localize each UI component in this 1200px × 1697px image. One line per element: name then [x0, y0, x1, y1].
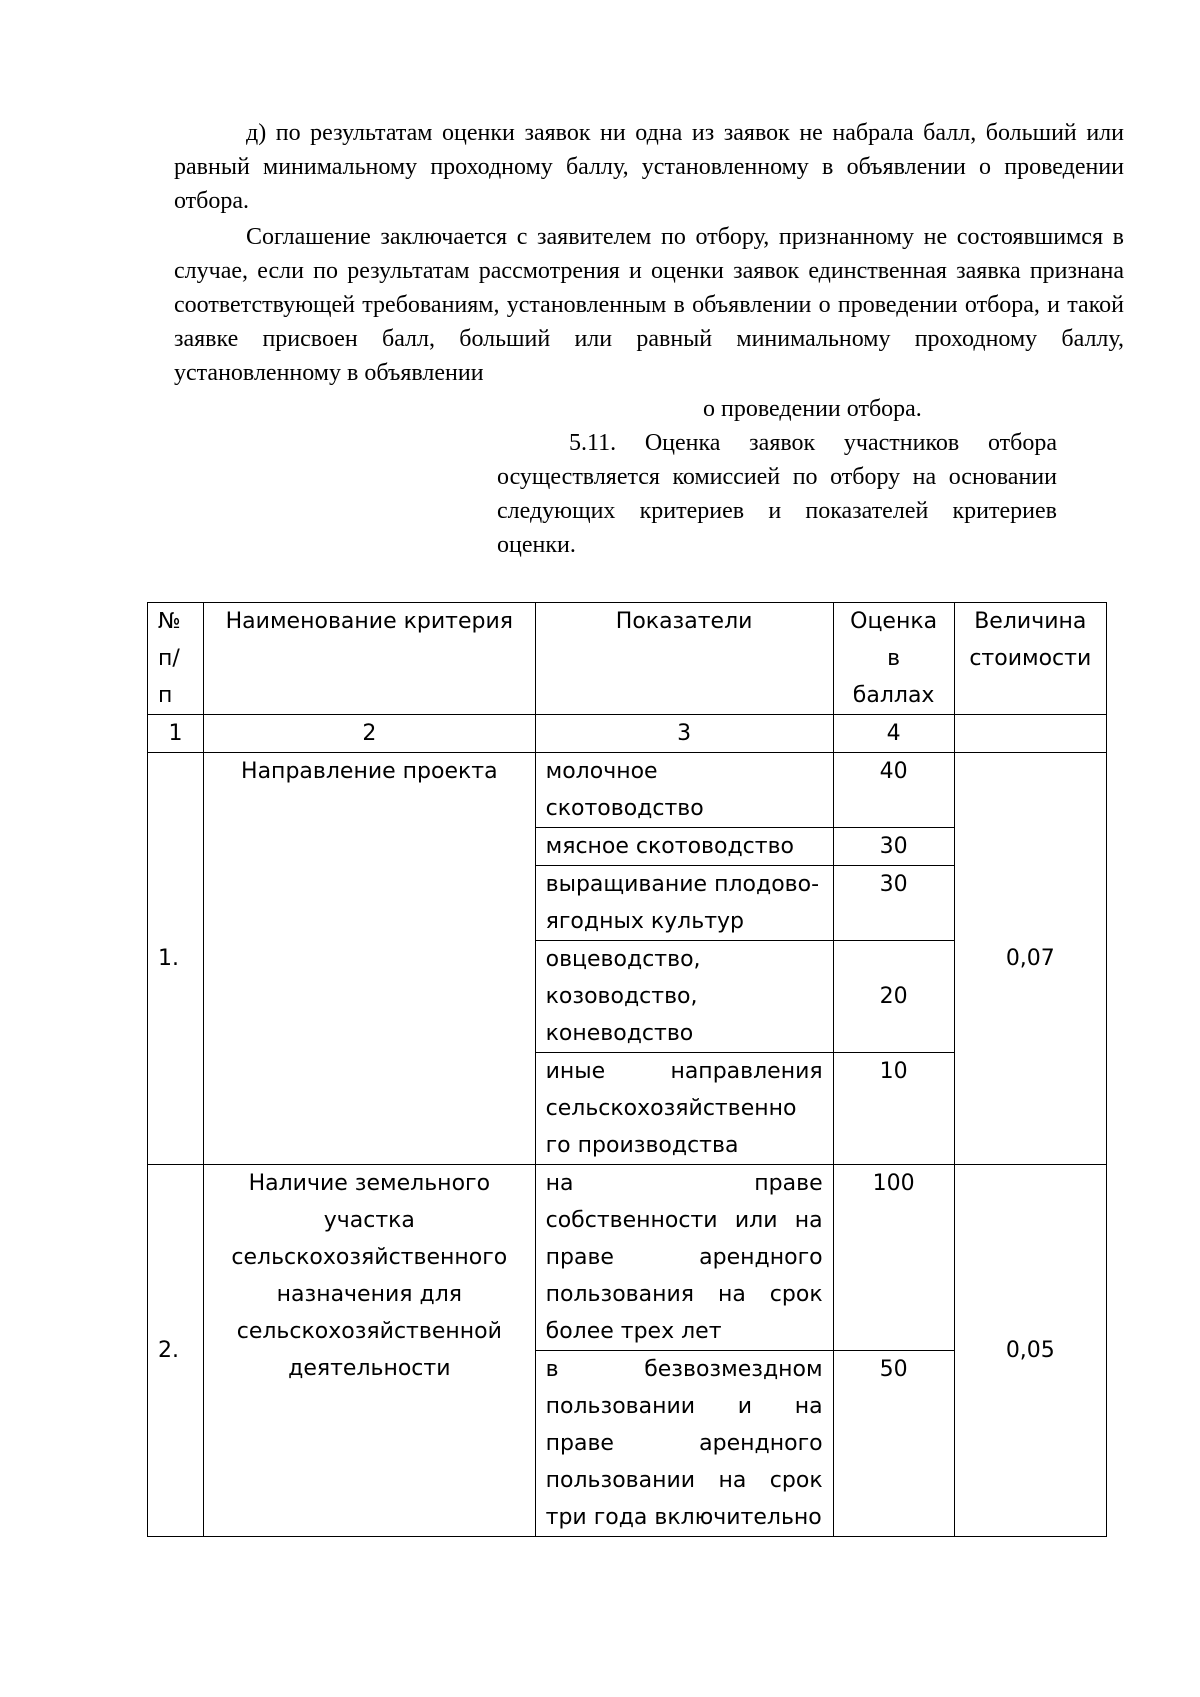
table-row — [148, 1165, 1107, 1351]
row-number: 1. — [148, 753, 204, 1165]
header-cell: Оценка в баллах — [833, 603, 954, 715]
indicator-text: на праве собственности или на праве арендного пользования на срок более трех лет — [535, 1165, 833, 1351]
indicator-text: овцеводство, козоводство, коневодство — [535, 941, 833, 1053]
indicator-score: 30 — [833, 866, 954, 941]
paragraph-d: д) по результатам оценки заявок ни одна из заявок не набрала балл, больший или равный минимальному проходному баллу, установленному в объявлении о проведении отбора. — [174, 120, 1124, 214]
paragraph-agreement: Соглашение заключается с заявителем по отбору, признанному не состоявшимся в случае, если по результатам рассмотрения и оценки заявок единственная заявка признана соответствующей требованиям, установленным в объявлении о проведении отбора, и такой заявке присвоен балл, больший или равный минимальному проходному баллу, установленному в объявлении — [174, 224, 1124, 386]
row-number: 2. — [148, 1165, 204, 1537]
numbering-cell — [954, 715, 1106, 753]
criterion-name: Направление проекта — [204, 753, 536, 1165]
indicator-score: 20 — [833, 941, 954, 1053]
indicator-text: иные направления сельскохозяйственно го производства — [535, 1053, 833, 1165]
indicator-text: выращивание плодово-ягодных культур — [535, 866, 833, 941]
cost-value: 0,05 — [954, 1165, 1106, 1537]
table-row — [148, 753, 1107, 828]
header-cell: Величина стоимости — [954, 603, 1106, 715]
indicator-text: в безвозмездном пользовании и на праве арендного пользовании на срок три года включительно — [535, 1351, 833, 1537]
numbering-cell: 2 — [204, 715, 536, 753]
numbering-row — [148, 715, 1107, 753]
indicator-score: 10 — [833, 1053, 954, 1165]
header-cell: № п/п — [148, 603, 204, 715]
criterion-name: Наличие земельного участка сельскохозяйственного назначения для сельскохозяйственной деятельности — [204, 1165, 536, 1537]
paragraph-agreement-tail: о проведении отбора. — [703, 396, 922, 422]
paragraph-5-11: 5.11. Оценка заявок участников отбора осуществляется комиссией по отбору на основании следующих критериев и показателей критериев оценки. — [497, 430, 1057, 558]
header-cell: Наименование критерия — [204, 603, 536, 715]
indicator-score: 40 — [833, 753, 954, 828]
criteria-table — [147, 602, 1107, 1537]
cost-value: 0,07 — [954, 753, 1106, 1165]
numbering-cell: 1 — [148, 715, 204, 753]
indicator-text: молочное скотоводство — [535, 753, 833, 828]
numbering-cell: 3 — [535, 715, 833, 753]
numbering-cell: 4 — [833, 715, 954, 753]
indicator-score: 100 — [833, 1165, 954, 1351]
header-cell: Показатели — [535, 603, 833, 715]
table-header-row — [148, 603, 1107, 715]
indicator-text: мясное скотоводство — [535, 828, 833, 866]
indicator-score: 30 — [833, 828, 954, 866]
indicator-score: 50 — [833, 1351, 954, 1537]
